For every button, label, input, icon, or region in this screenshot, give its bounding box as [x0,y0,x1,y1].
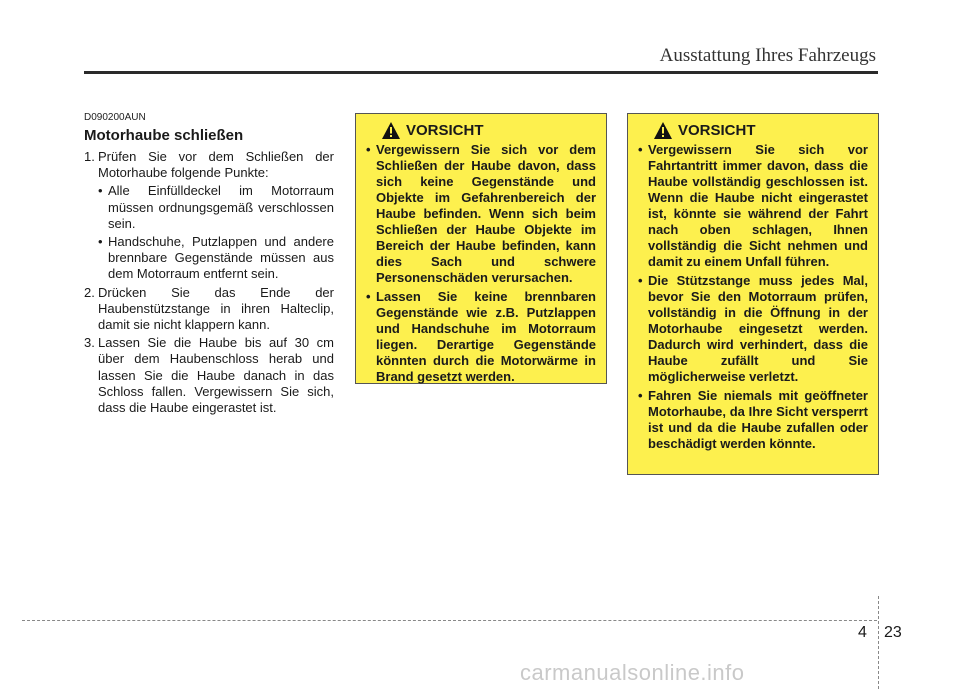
bullet: • [98,183,103,199]
caution-header [382,122,596,139]
left-column [84,112,334,418]
step-text: Prüfen Sie vor dem Schließen der Motorhaube folgende Punkte: [98,149,334,181]
footer-rule [22,620,877,621]
bullet: • [638,142,643,157]
sub-item [98,234,334,283]
caution-box-1 [355,113,607,384]
sub-item-text: Alle Einfülldeckel im Motorraum müssen ordnungsgemäß verschlossen sein. [108,183,334,231]
step-text: Drücken Sie das Ende der Haubenstützstange in ihren Halteclip, damit sie nicht klappern kann. [98,284,334,333]
caution-list [366,142,596,385]
step-text: Lassen Sie die Haube bis auf 30 cm über dem Haubenschloss herab und lassen Sie die Haube danach in das Schloss fallen. Vergewissern Sie sich, dass die Haube eingerastet ist. [98,335,334,416]
caution-item-text: Die Stützstange muss jedes Mal, bevor Sie den Motorraum prüfen, vollständig in die Öffnung in der Motorhaube eingesetzt werden. Dadurch wird verhindert, dass die Haube zufällt und Sie möglicherweise verletzt. [648,273,868,384]
caution-title: VORSICHT [406,122,484,139]
step-1-subitems [98,183,334,282]
step-number: 2. [84,284,95,300]
section-title: Motorhaube schließen [84,127,244,144]
step-number: 3. [84,335,95,351]
sub-item [98,183,334,232]
caution-item [638,142,868,270]
footer-divider [878,596,879,689]
caution-item [366,289,596,385]
watermark: carmanualsonline.info [520,660,745,685]
step-number: 1. [84,149,95,164]
section-code: D090200AUN [84,112,146,123]
caution-header [654,122,868,139]
bullet: • [98,234,103,250]
bullet: • [638,388,643,403]
chapter-number: 4 [858,624,867,641]
warning-triangle-icon [382,122,400,139]
caution-item [638,273,868,385]
caution-box-2 [627,113,879,475]
caution-item-text: Fahren Sie niemals mit geöffneter Motorhaube, da Ihre Sicht versperrt ist und da die Haube zufallen oder beschädigt werden könnte. [648,388,868,451]
bullet: • [366,142,371,157]
caution-item-text: Vergewissern Sie sich vor Fahrtantritt immer davon, dass die Haube vollständig geschlossen ist. Wenn die Haube nicht eingerastet ist, könnte sie während der Fahrt nach oben schlagen, Ihnen vollständig die Sicht nehmen und damit zu einem Unfall führen. [648,142,868,269]
page-number: 23 [884,624,902,641]
steps-list [84,149,334,416]
step-2 [84,285,334,334]
bullet: • [638,273,643,288]
caution-item-text: Vergewissern Sie sich vor dem Schließen der Haube davon, dass sich keine Gegenstände und Objekte im Gefahrenbereich der Haube befinden. Wenn sich beim Schließen der Haube Objekte im Bereich der Haube befinden, kann dies Sach und schwere Personenschäden verursachen. [376,142,596,285]
caution-title: VORSICHT [678,122,756,139]
bullet: • [366,289,371,304]
header-title: Ausstattung Ihres Fahrzeugs [659,45,876,66]
caution-list [638,142,868,452]
caution-item [638,388,868,452]
caution-item [366,142,596,286]
header-rule [84,71,878,74]
sub-item-text: Handschuhe, Putzlappen und andere brennbare Gegenstände müssen aus dem Motorraum entfernt sein. [108,234,334,282]
step-3 [84,335,334,416]
step-1 [84,149,334,181]
warning-triangle-icon [654,122,672,139]
caution-item-text: Lassen Sie keine brennbaren Gegenstände wie z.B. Putzlappen und Handschuhe im Motorraum liegen. Derartige Gegenstände könnten durch die Motorwärme in Brand gesetzt werden. [376,289,596,384]
